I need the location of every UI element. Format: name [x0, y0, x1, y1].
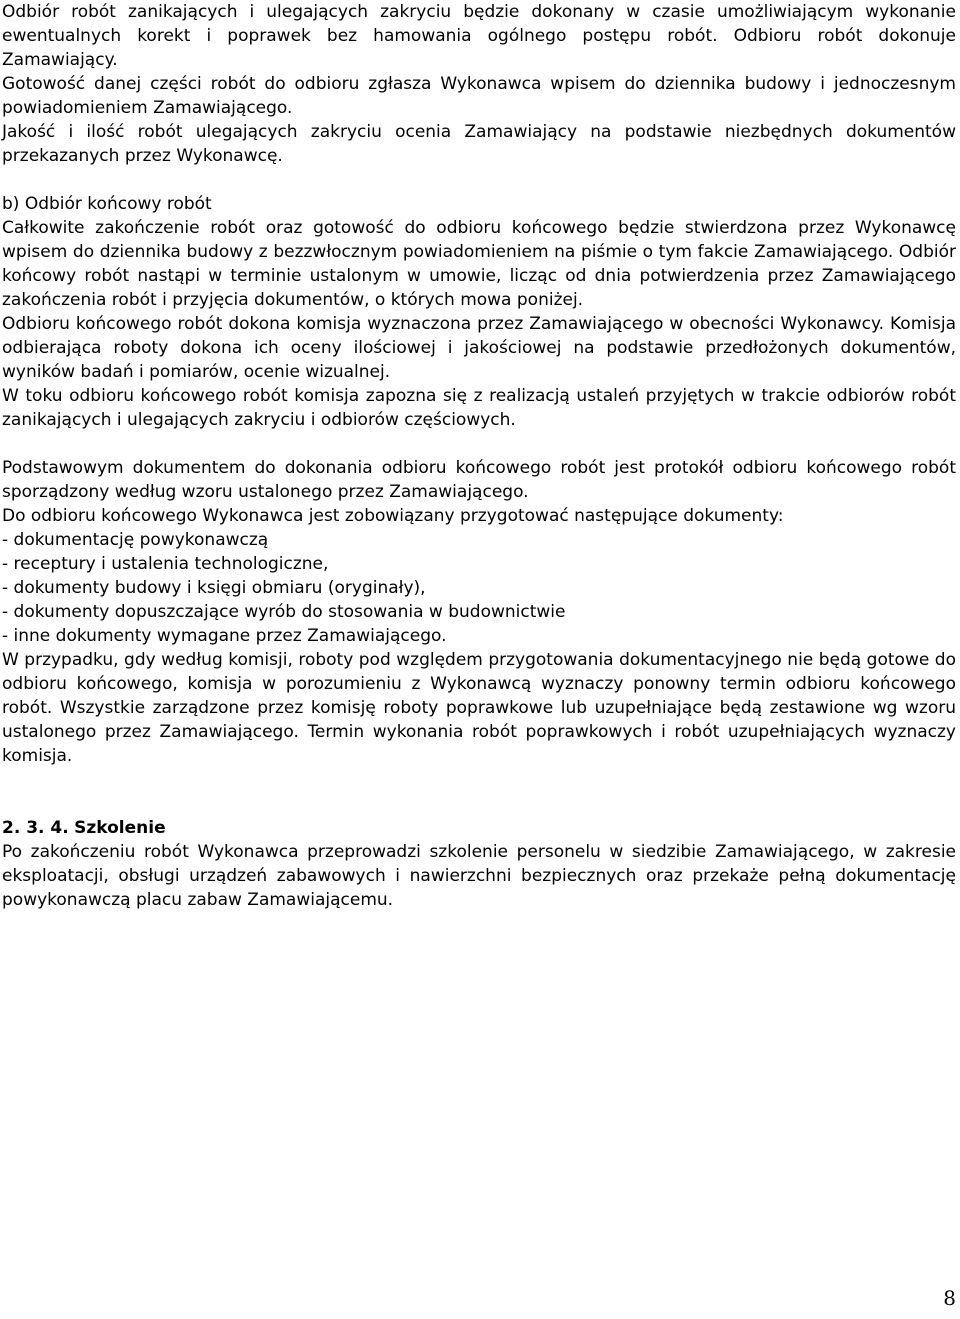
list-item: - receptury i ustalenia technologiczne, [2, 554, 329, 574]
paragraph-gotowosc: Gotowość danej części robót do odbioru zgłasza Wykonawca wpisem do dziennika budowy i jednoczesnym powiadomieniem Zamawiającego. [2, 74, 956, 118]
spacer [2, 432, 956, 456]
document-list [2, 528, 956, 648]
paragraph-odbior-zanikajacych: Odbiór robót zanikających i ulegających zakryciu będzie dokonany w czasie umożliwiającym wykonanie ewentualnych korekt i poprawek bez hamowania ogólnego postępu robót. Odbioru robót dokonuje Zamawiający. [2, 2, 956, 70]
paragraph-protokol: Podstawowym dokumentem do dokonania odbioru końcowego robót jest protokół odbioru końcowego robót sporządzony według wzoru ustalonego przez Zamawiającego. [2, 458, 956, 502]
paragraph-dokumenty-intro: Do odbioru końcowego Wykonawca jest zobowiązany przygotować następujące dokumenty: [2, 506, 784, 526]
paragraph-w-toku-odbioru: W toku odbioru końcowego robót komisja zapozna się z realizacją ustaleń przyjętych w trakcie odbiorów robót zanikających i ulegających zakryciu i odbiorów częściowych. [2, 386, 956, 430]
spacer [2, 768, 956, 792]
spacer [2, 792, 956, 816]
paragraph-komisja: Odbioru końcowego robót dokona komisja wyznaczona przez Zamawiającego w obecności Wykonawcy. Komisja odbierająca roboty dokona ich oceny ilościowej i jakościowej na podstawie przedłożonych dokumentów, wyników badań i pomiarów, ocenie wizualnej. [2, 314, 956, 382]
section-number: 2. 3. 4. [2, 818, 69, 838]
section-title: Szkolenie [74, 818, 166, 838]
document-page [2, 0, 956, 912]
spacer [2, 168, 956, 192]
subsection-heading-odbior-koncowy: b) Odbiór końcowy robót [2, 194, 212, 214]
paragraph-jakosc: Jakość i ilość robót ulegających zakryciu ocenia Zamawiający na podstawie niezbędnych dokumentów przekazanych przez Wykonawcę. [2, 122, 956, 166]
page-number: 8 [943, 1286, 956, 1310]
list-item: - dokumentację powykonawczą [2, 530, 269, 550]
paragraph-szkolenie: Po zakończeniu robót Wykonawca przeprowadzi szkolenie personelu w siedzibie Zamawiającego, w zakresie eksploatacji, obsługi urządzeń zabawowych i nawierzchni bezpiecznych oraz przekaże pełną dokumentację powykonawczą placu zabaw Zamawiającemu. [2, 842, 956, 910]
list-item: - dokumenty dopuszczające wyrób do stosowania w budownictwie [2, 602, 566, 622]
list-item: - inne dokumenty wymagane przez Zamawiającego. [2, 626, 447, 646]
paragraph-calkowite-zakonczenie: Całkowite zakończenie robót oraz gotowość do odbioru końcowego będzie stwierdzona przez Wykonawcę wpisem do dziennika budowy z bezzwłocznym powiadomieniem na piśmie o tym fakcie Zamawiającego. Odbiór końcowy robót nastąpi w terminie ustalonym w umowie, licząc od dnia potwierdzenia przez Zamawiającego zakończenia robót i przyjęcia dokumentów, o których mowa poniżej. [2, 218, 956, 310]
list-item: - dokumenty budowy i księgi obmiaru (oryginały), [2, 578, 426, 598]
section-heading-szkolenie [2, 816, 956, 840]
paragraph-w-przypadku: W przypadku, gdy według komisji, roboty pod względem przygotowania dokumentacyjnego nie będą gotowe do odbioru końcowego, komisja w porozumieniu z Wykonawcą wyznaczy ponowny termin odbioru końcowego robót. Wszystkie zarządzone przez komisję roboty poprawkowe lub uzupełniające będą zestawione wg wzoru ustalonego przez Zamawiającego. Termin wykonania robót poprawkowych i robót uzupełniających wyznaczy komisja. [2, 650, 956, 766]
